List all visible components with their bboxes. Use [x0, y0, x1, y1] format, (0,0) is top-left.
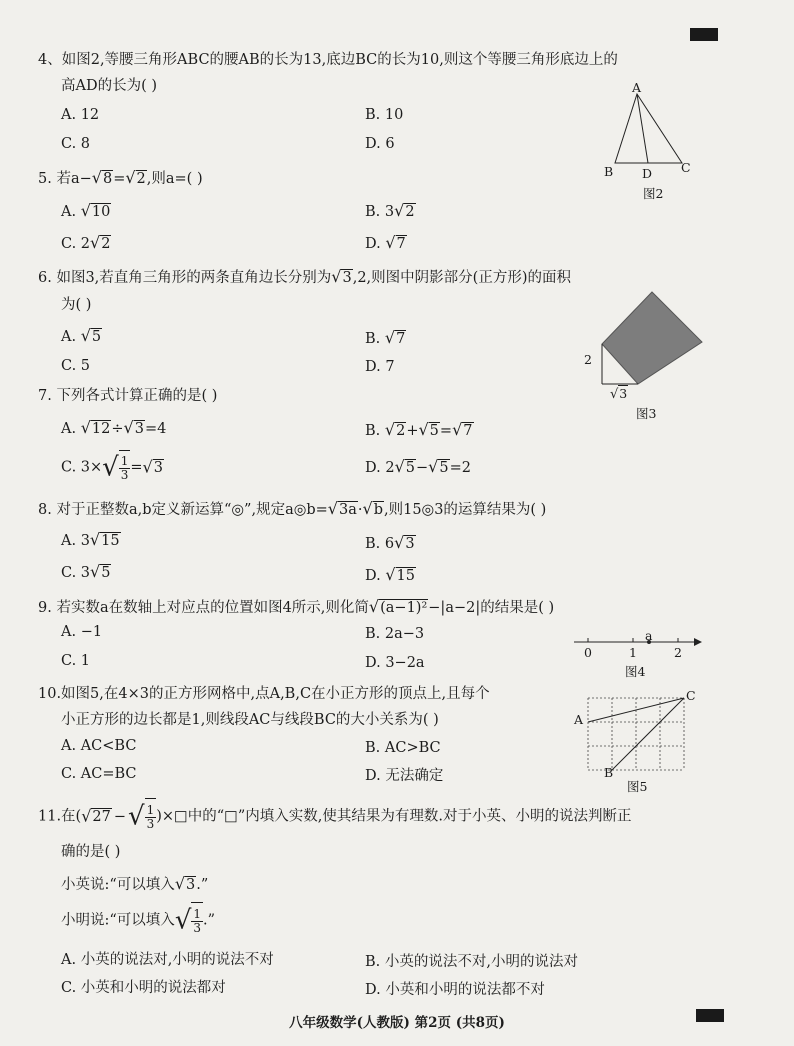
q9-radicand: (a−1)²: [380, 600, 428, 616]
q11-stem-mid: −: [113, 808, 127, 825]
sqrt-icon: √: [80, 418, 91, 437]
q10-option-c[interactable]: C. AC=BC: [61, 766, 137, 782]
q7-a-pre: A.: [61, 421, 81, 437]
q7-a-mid: ÷: [111, 421, 124, 437]
page-footer: 八年级数学(人教版) 第2页 (共8页): [289, 1015, 505, 1031]
q8-d-radicand: 15: [396, 568, 415, 584]
sqrt-icon: √: [174, 905, 192, 936]
q4-option-c[interactable]: C. 8: [61, 136, 91, 152]
q6-option-a[interactable]: [61, 326, 102, 347]
q11-option-a[interactable]: A. 小英的说法对,小明的说法不对: [61, 952, 274, 968]
q6-stem-pre: 6. 如图3,若直角三角形的两条直角边长分别为: [38, 270, 332, 286]
q5-stem: [38, 168, 203, 189]
q5-option-c[interactable]: [61, 233, 111, 254]
q11-denominator: 3: [146, 816, 155, 831]
sqrt-icon: √: [80, 201, 91, 220]
q10-stem-line1: 10.如图5,在4×3的正方形网格中,点A,B,C在小正方形的顶点上,且每个: [38, 686, 490, 702]
q11-xiaoming-statement: [61, 902, 215, 938]
fig2-label-b: B: [604, 164, 614, 179]
q5-option-b[interactable]: [365, 201, 416, 222]
q7-d-post: =2: [449, 460, 471, 476]
q7-b-mid: +: [406, 423, 419, 439]
q6-option-b[interactable]: [365, 328, 406, 349]
sqrt-icon: √: [331, 267, 342, 286]
q5-radicand-2: 2: [136, 171, 146, 187]
fig5-label-c: C: [686, 688, 696, 703]
q5-d-radicand: 7: [396, 236, 406, 252]
sqrt-icon: √: [142, 457, 153, 477]
q9-option-a[interactable]: A. −1: [61, 624, 103, 640]
sqrt-icon: √: [80, 326, 91, 345]
q11-numerator: 1: [146, 802, 155, 817]
q11-stem-line1: [38, 798, 632, 834]
q8-option-c[interactable]: [61, 562, 111, 583]
fig2-label-a: A: [632, 80, 642, 95]
q11-ming-pre: 小明说:“可以填入: [61, 912, 175, 929]
sqrt-icon: √: [91, 168, 102, 187]
q11-stem-line2: 确的是( ): [61, 844, 121, 860]
fig4-tick-0: 0: [584, 645, 592, 660]
q11-radicand-frac: [145, 798, 157, 835]
q7-option-b[interactable]: [365, 420, 474, 441]
sqrt-icon: √: [384, 420, 396, 439]
q11-option-d[interactable]: D. 小英和小明的说法都不对: [365, 982, 545, 998]
q5-b-pre: B. 3: [365, 204, 395, 220]
q6-b-pre: B.: [365, 331, 385, 347]
sqrt-icon: √: [89, 530, 101, 549]
fig4-point-label: a: [645, 628, 653, 643]
q6-stem-line1: [38, 267, 571, 288]
q11-ying-pre: 小英说:“可以填入: [61, 877, 175, 893]
q4-stem-line2: 高AD的长为( ): [61, 78, 158, 94]
q9-stem-pre: 9. 若实数a在数轴上对应点的位置如图4所示,则化简: [38, 600, 369, 616]
fig3-caption: 图3: [636, 406, 657, 421]
sqrt-icon: √: [418, 420, 429, 439]
q8-radicand-1: 3a: [339, 502, 357, 518]
fig5-label-b: B: [604, 765, 614, 780]
q5-stem-pre: 5. 若a−: [38, 171, 92, 187]
q7-b-mid2: =: [439, 423, 453, 439]
q5-a-pre: A.: [61, 204, 81, 220]
q7-c-radicand: [119, 450, 131, 485]
sqrt-icon: √: [384, 328, 396, 347]
q7-option-d[interactable]: [365, 457, 471, 478]
sqrt-icon: √: [452, 420, 463, 439]
sqrt-icon: √: [362, 499, 373, 518]
sqrt-icon: √: [385, 233, 396, 252]
sqrt-icon: √: [123, 418, 134, 437]
q8-stem-pre: 8. 对于正整数a,b定义新运算“◎”,规定a◎b=: [38, 502, 328, 518]
q7-option-c[interactable]: [61, 450, 164, 484]
q7-b-radicand-2: 5: [429, 423, 439, 439]
q7-b-radicand-1: 2: [396, 423, 406, 439]
q8-stem-post: ,则15◎3的运算结果为( ): [383, 502, 547, 518]
fig3-bottom-label: [610, 386, 628, 402]
q4-stem-line1: 4、如图2,等腰三角形ABC的腰AB的长为13,底边BC的长为10,则这个等腰三角形底边上的: [38, 52, 618, 68]
sqrt-icon: √: [125, 168, 136, 187]
q9-stem: [38, 597, 554, 618]
q8-option-a[interactable]: [61, 530, 121, 551]
fig5-label-a: A: [574, 712, 584, 727]
q11-xiaoying-statement: [61, 874, 208, 895]
q6-radicand: 3: [342, 270, 352, 286]
q5-d-pre: D.: [365, 236, 386, 252]
sqrt-icon: √: [102, 452, 119, 483]
q10-option-b[interactable]: B. AC>BC: [365, 740, 441, 756]
q5-c-radicand: 2: [101, 236, 111, 252]
q7-stem: 7. 下列各式计算正确的是( ): [38, 388, 218, 404]
sqrt-icon: √: [174, 874, 186, 893]
q5-option-a[interactable]: [61, 201, 111, 222]
q8-d-pre: D.: [365, 568, 386, 584]
q11-stem-post: )×□中的“□”内填入实数,使其结果为有理数.对于小英、小明的说法判断正: [156, 808, 632, 825]
q4-option-a[interactable]: A. 12: [61, 107, 100, 123]
q11-option-b[interactable]: B. 小英的说法不对,小明的说法对: [365, 954, 578, 970]
q5-a-radicand: 10: [91, 204, 111, 220]
fig2-label-d: D: [642, 166, 653, 181]
q11-option-c[interactable]: C. 小英和小明的说法都对: [61, 980, 226, 996]
q8-b-pre: B. 6: [365, 536, 395, 552]
sqrt-icon: √: [428, 457, 439, 476]
q8-c-pre: C. 3: [61, 565, 91, 581]
fig3-bottom-radicand: 3: [619, 386, 628, 401]
q8-b-radicand: 3: [405, 536, 415, 552]
q7-c-denominator: 3: [120, 467, 129, 482]
sqrt-icon: √: [394, 533, 405, 552]
q7-c-numerator: 1: [120, 453, 129, 468]
q8-stem: [38, 499, 546, 520]
q8-a-pre: A. 3: [61, 533, 90, 549]
fig4-tick-1: 1: [629, 645, 637, 660]
q10-option-a[interactable]: A. AC<BC: [61, 738, 137, 754]
q8-option-d[interactable]: [365, 565, 416, 586]
figure-5-grid: [584, 694, 694, 774]
q11-stem-pre: 11.在(: [38, 808, 82, 825]
q7-option-a[interactable]: [61, 418, 166, 439]
q7-b-pre: B.: [365, 423, 385, 439]
sqrt-icon: √: [394, 457, 405, 476]
q8-radicand-2: b: [373, 502, 383, 518]
sqrt-icon: √: [327, 499, 338, 518]
q5-b-radicand: 2: [405, 204, 415, 220]
q4-option-b[interactable]: B. 10: [365, 107, 404, 123]
sqrt-icon: √: [394, 201, 405, 220]
q6-option-c[interactable]: C. 5: [61, 358, 91, 374]
q7-c-mid: =: [130, 459, 143, 476]
q8-option-b[interactable]: [365, 533, 416, 554]
sqrt-icon: √: [81, 806, 92, 826]
sqrt-icon: √: [128, 801, 145, 832]
q5-option-d[interactable]: [365, 233, 407, 254]
fig2-caption: 图2: [643, 186, 664, 201]
fig4-tick-2: 2: [674, 645, 682, 660]
sqrt-icon: √: [368, 597, 380, 616]
sqrt-icon: √: [385, 565, 396, 584]
q7-b-radicand-3: 7: [463, 423, 473, 439]
fig4-caption: 图4: [625, 664, 646, 679]
q7-d-mid: −: [416, 460, 429, 476]
corner-mark-top: [690, 28, 718, 41]
q7-c-pre: C. 3×: [61, 459, 103, 476]
q5-stem-post: ,则a=( ): [146, 171, 203, 187]
q7-d-radicand-2: 5: [439, 460, 449, 476]
q9-option-b[interactable]: B. 2a−3: [365, 626, 425, 642]
sqrt-icon: √: [610, 387, 619, 402]
q6-stem-post: ,2,则图中阴影部分(正方形)的面积: [352, 270, 571, 286]
fig5-caption: 图5: [627, 779, 648, 794]
q10-stem-line2: 小正方形的边长都是1,则线段AC与线段BC的大小关系为( ): [61, 712, 439, 728]
q8-a-radicand: 15: [101, 533, 120, 549]
q7-c-radicand-2: 3: [153, 459, 163, 476]
q7-d-radicand-1: 5: [405, 460, 415, 476]
q11-ming-numerator: 1: [193, 906, 202, 921]
q4-option-d[interactable]: D. 6: [365, 136, 395, 152]
q11-ming-frac: [191, 902, 203, 939]
fig2-label-c: C: [681, 160, 691, 175]
q11-ying-radicand: 3: [186, 877, 196, 893]
figure-3-square: [596, 290, 706, 400]
q11-ying-post: .”: [196, 877, 209, 893]
q10-option-d[interactable]: D. 无法确定: [365, 768, 444, 784]
q9-stem-post: −|a−2|的结果是( ): [428, 600, 555, 616]
sqrt-icon: √: [90, 233, 101, 252]
q5-stem-mid: =: [113, 171, 126, 187]
q8-c-radicand: 5: [101, 565, 111, 581]
q6-option-d[interactable]: D. 7: [365, 359, 395, 375]
q8-stem-mid: ·: [357, 502, 363, 518]
q5-c-pre: C. 2: [61, 236, 91, 252]
q6-a-pre: A.: [61, 329, 81, 345]
q7-a-radicand-2: 3: [134, 421, 144, 437]
q11-radicand-1: 27: [92, 808, 111, 825]
sqrt-icon: √: [90, 562, 101, 581]
q5-radicand-1: 8: [102, 171, 113, 187]
q7-a-post: =4: [144, 421, 167, 437]
q6-b-radicand: 7: [396, 331, 406, 347]
q7-d-pre: D. 2: [365, 460, 395, 476]
q11-ming-denominator: 3: [193, 920, 202, 935]
q6-stem-line2: 为( ): [61, 297, 92, 313]
q9-option-d[interactable]: D. 3−2a: [365, 655, 425, 671]
q11-ming-post: .”: [203, 912, 216, 929]
q6-a-radicand: 5: [91, 329, 102, 345]
q9-option-c[interactable]: C. 1: [61, 653, 91, 669]
fig3-side-label: 2: [584, 352, 592, 367]
q7-a-radicand-1: 12: [91, 421, 111, 437]
